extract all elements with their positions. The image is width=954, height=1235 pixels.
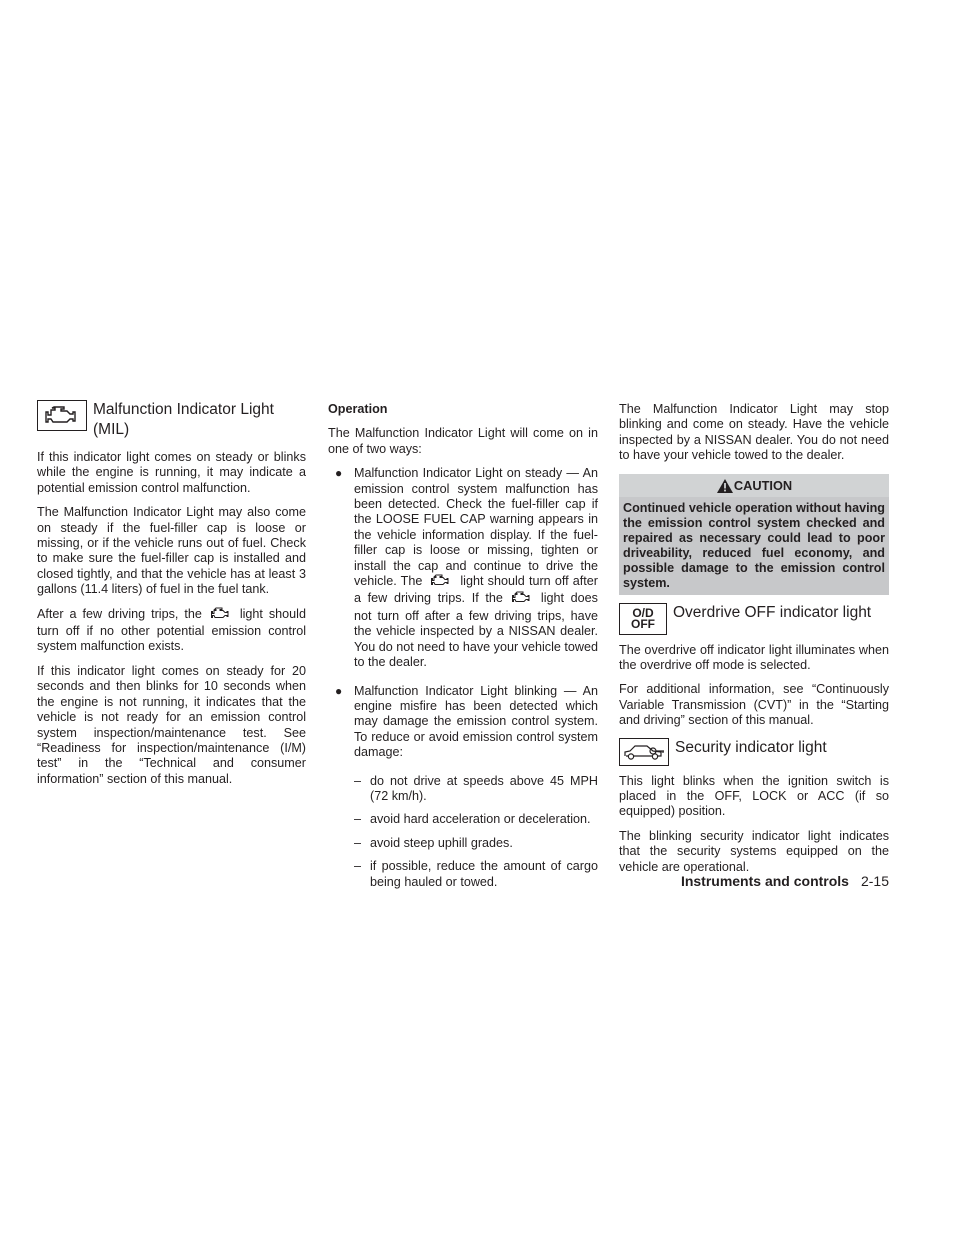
dash-text: avoid hard acceleration or deceleration. — [370, 812, 591, 827]
security-paragraph-2: The blinking security indicator light indicates that the security systems equipped on the vehicle are operational. — [619, 828, 889, 874]
operation-subheading: Operation — [328, 402, 388, 416]
engine-icon — [211, 607, 231, 624]
security-car-key-icon — [619, 738, 669, 766]
bullet-steady-text — [354, 466, 598, 670]
list-item — [354, 812, 598, 827]
mil-paragraph-3 — [37, 607, 306, 655]
bullet-icon: ● — [335, 683, 343, 698]
bullet-steady-part-1: Malfunction Indicator Light on steady — An emission control system malfunction has been detected. Check the fuel-filler cap if the LOOSE FUEL CAP warning appears in the vehicle information display. If the fuel-filler cap is loose or missing, tighten or install the cap and continue to drive the vehicle. The — [354, 466, 598, 589]
list-item — [354, 774, 598, 805]
caution-text: Continued vehicle operation without having the emission control system checked and repaired as necessary could lead to poor driveability, reduced fuel economy, and possible damage to the emission control system. — [619, 497, 889, 595]
column-2 — [328, 402, 598, 898]
list-item — [354, 836, 598, 851]
bullet-blinking-text: Malfunction Indicator Light blinking — An engine misfire has been detected which may damage the emission control system. To reduce or avoid emission control system damage: — [354, 683, 598, 760]
mil-heading-text: Malfunction Indicator Light (MIL) — [93, 401, 274, 438]
dash-marker: – — [354, 859, 362, 874]
column-3 — [619, 402, 889, 884]
security-paragraph-1: This light blinks when the ignition switch is placed in the OFF, LOCK or ACC (if so equipped) position. — [619, 773, 889, 819]
mil-paragraph-4: If this indicator light comes on steady for 20 seconds and then blinks for 10 seconds when the engine is not running, it indicates that the vehicle is not ready for an emission control system inspection/maintenance test. See “Readiness for inspection/maintenance (I/M) test” in the “Technical and consumer information” section of this manual. — [37, 663, 306, 786]
overdrive-paragraph-1: The overdrive off indicator light illuminates when the overdrive off mode is selected. — [619, 642, 889, 673]
bullet-steady-part-2: light should turn off after a few driving trips. If the — [354, 574, 598, 606]
dash-marker: – — [354, 812, 362, 827]
mil-blinking-paragraph: The Malfunction Indicator Light may stop blinking and come on steady. Have the vehicle inspected by a NISSAN dealer. You do not need to have your vehicle towed to the dealer. — [619, 402, 889, 463]
mil-paragraph-2: The Malfunction Indicator Light may also come on steady if the fuel-filler cap is loose or missing, or if the vehicle runs out of fuel. Check to make sure the fuel-filler cap is installed and closed tightly, and that the vehicle has at least 3 gallons (11.4 liters) of fuel in the fuel tank. — [37, 505, 306, 597]
page-footer — [619, 872, 889, 890]
caution-header — [619, 474, 889, 497]
dash-text: do not drive at speeds above 45 MPH (72 km/h). — [370, 773, 598, 803]
dash-text: if possible, reduce the amount of cargo being hauled or towed. — [370, 859, 598, 889]
footer-section-title: Instruments and controls — [680, 873, 849, 889]
overdrive-heading-text: Overdrive OFF indicator light — [673, 603, 872, 621]
bullet-steady-part-3: light does not turn off after a few driving trips, have the vehicle inspected by a NISSAN dealer. You do not need to have your vehicle towed to the dealer. — [354, 591, 598, 670]
overdrive-heading — [619, 603, 889, 635]
overdrive-paragraph-2: For additional information, see “Continuously Variable Transmission (CVT)” in the “Starting and driving” section of this manual. — [619, 682, 889, 728]
engine-icon — [512, 591, 532, 608]
engine-icon — [431, 574, 451, 591]
dash-marker: – — [354, 773, 362, 788]
overdrive-icon-top: O/D — [632, 605, 654, 620]
warning-triangle-icon — [716, 478, 734, 494]
mil-heading — [37, 400, 306, 440]
engine-icon — [37, 400, 87, 431]
operation-intro: The Malfunction Indicator Light will come on in one of two ways: — [328, 426, 598, 456]
dash-marker: – — [354, 835, 362, 850]
caution-title: CAUTION — [733, 477, 793, 493]
page-number: 2-15 — [860, 873, 889, 889]
security-heading — [619, 738, 889, 766]
list-item — [328, 684, 598, 761]
list-item — [328, 466, 598, 670]
overdrive-off-icon — [619, 603, 667, 635]
list-item — [354, 859, 598, 890]
mil-paragraph-3-before: After a few driving trips, the — [37, 606, 202, 621]
column-1 — [37, 400, 306, 796]
mil-paragraph-3-after: light should turn off if no other potential emission control system malfunction exists. — [37, 606, 306, 654]
mil-paragraph-1: If this indicator light comes on steady or blinks while the engine is running, it may indicate a potential emission control malfunction. — [37, 450, 306, 495]
security-heading-text: Security indicator light — [675, 738, 827, 756]
dash-text: avoid steep uphill grades. — [370, 835, 513, 850]
bullet-icon: ● — [335, 466, 343, 481]
caution-box — [619, 474, 889, 595]
overdrive-icon-bottom: OFF — [631, 616, 655, 631]
